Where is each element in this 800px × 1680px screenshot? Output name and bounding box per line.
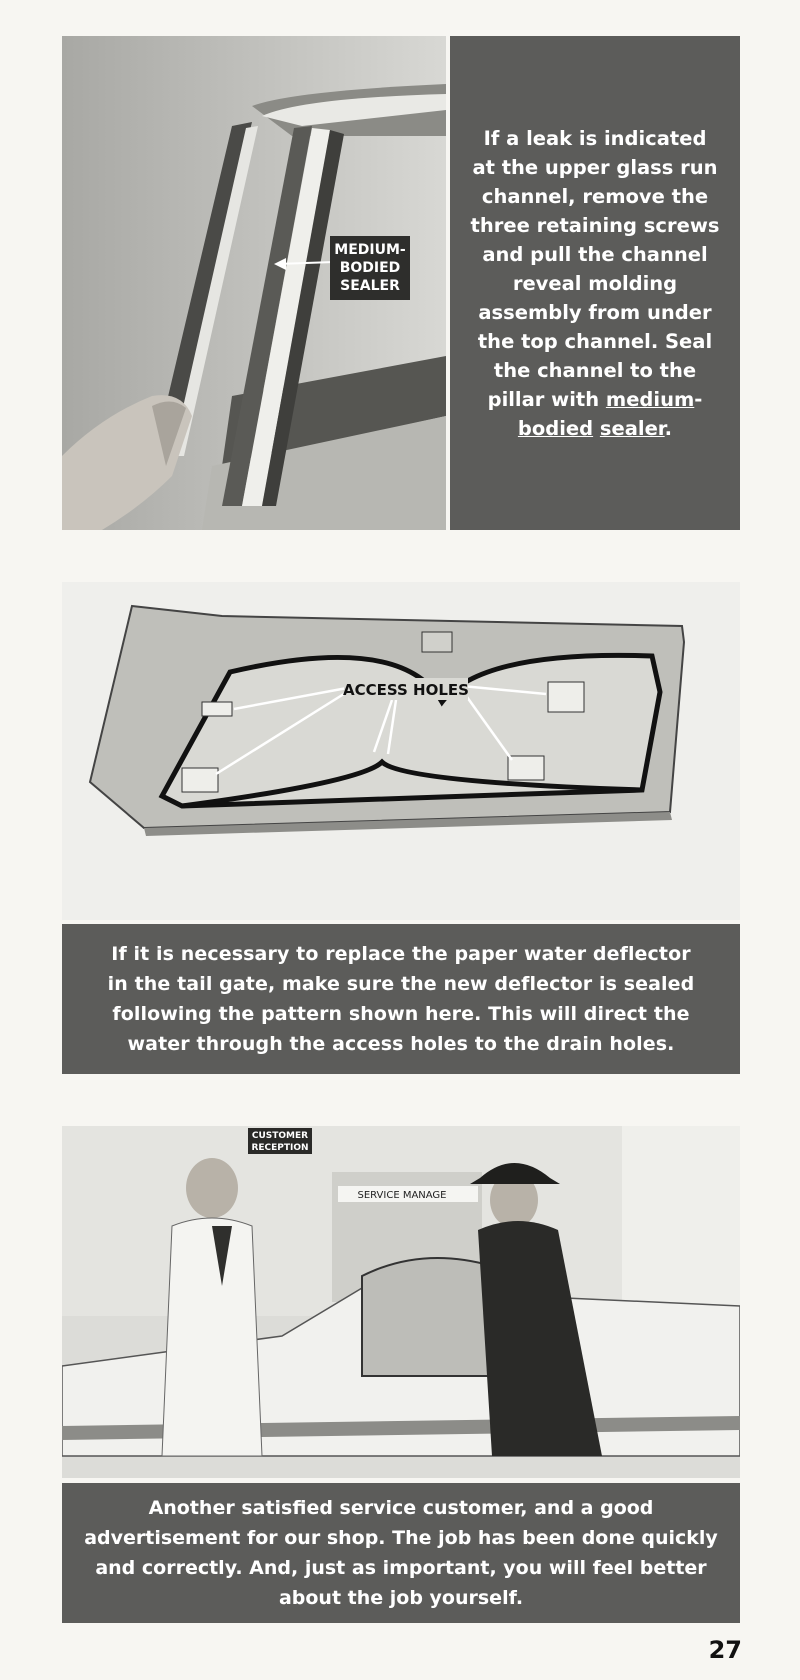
medium-bodied-sealer-label-2: BODIED <box>339 260 401 276</box>
caption-link-sep: - <box>694 387 703 411</box>
caption-end: . <box>664 416 673 440</box>
page-number: 27 <box>708 1636 742 1664</box>
tail-gate-diagram <box>62 582 740 920</box>
tail-gate-illustration <box>62 582 740 920</box>
caption-link-bodied: bodied <box>517 416 594 440</box>
caption-link-medium: medium <box>605 387 695 411</box>
service-manager-sign: SERVICE MANAGE <box>357 1190 447 1201</box>
medium-bodied-sealer-label-3: SEALER <box>340 278 400 294</box>
customer-reception-sign-2: RECEPTION <box>251 1143 309 1153</box>
glass-run-channel-photo <box>62 36 446 530</box>
service-customer-illustration <box>62 1126 740 1478</box>
glass-run-channel-illustration <box>62 36 446 530</box>
medium-bodied-sealer-label-1: MEDIUM- <box>334 242 406 258</box>
satisfied-customer-caption-box <box>62 1483 740 1623</box>
caption-main-text: If a leak is indicated at the upper glass run channel, remove the three retaining screws and pull the channel reveal molding assembly from under the top channel. Seal the channel to the pillar with <box>470 126 720 411</box>
satisfied-customer-caption: Another satisfied service customer, and a good advertisement for our shop. The job has been done quickly and correctly. And, just as important, you will feel better about the job yourself. <box>84 1497 718 1609</box>
water-deflector-caption-box <box>62 924 740 1074</box>
access-holes-label: ACCESS HOLES <box>343 681 469 699</box>
service-customer-photo <box>62 1126 740 1478</box>
glass-run-channel-caption <box>460 124 730 443</box>
glass-run-channel-caption-box <box>450 36 740 530</box>
customer-reception-sign-1: CUSTOMER <box>251 1131 309 1141</box>
water-deflector-caption: If it is necessary to replace the paper water deflector in the tail gate, make sure the new deflector is sealed following the pattern shown here. This will direct the water through the access holes to the drain holes. <box>107 943 695 1055</box>
caption-link-sealer: sealer <box>599 416 665 440</box>
